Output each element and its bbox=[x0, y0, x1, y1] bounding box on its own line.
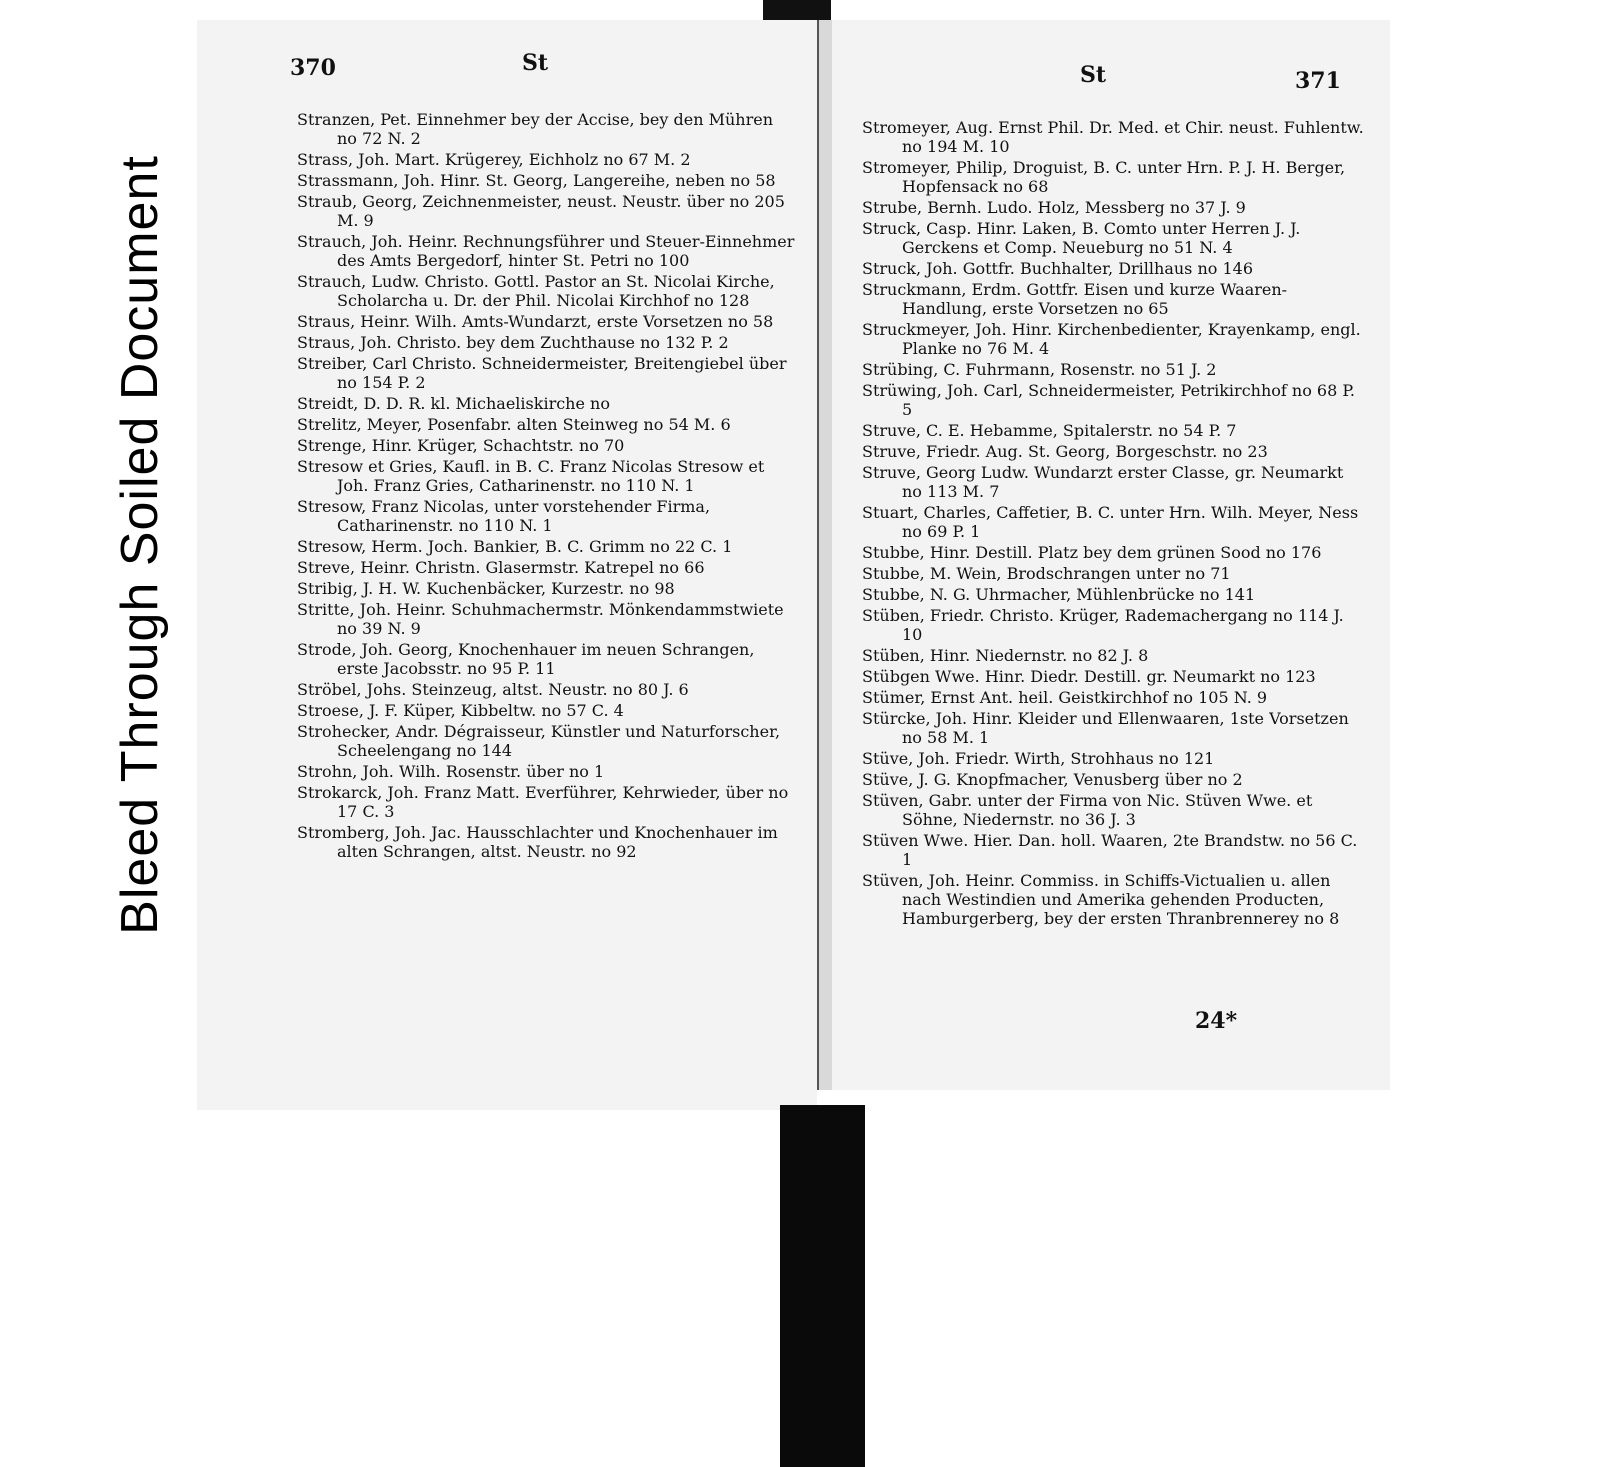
left-running-head: St bbox=[522, 50, 549, 76]
list-item: Stürcke, Joh. Hinr. Kleider und Ellenwaaren, 1ste Vorsetzen no 58 M. 1 bbox=[862, 709, 1349, 747]
list-item: Strohn, Joh. Wilh. Rosenstr. über no 1 bbox=[297, 762, 605, 781]
list-item: Streiber, Carl Christo. Schneidermeister, Breitengiebel über no 154 P. 2 bbox=[297, 354, 787, 392]
list-item: Struck, Joh. Gottfr. Buchhalter, Drillhaus no 146 bbox=[862, 259, 1254, 278]
list-item: Stüven Wwe. Hier. Dan. holl. Waaren, 2te Brandstw. no 56 C. 1 bbox=[862, 831, 1358, 869]
list-item: Strelitz, Meyer, Posenfabr. alten Steinweg no 54 M. 6 bbox=[297, 415, 731, 434]
spine-band-top bbox=[763, 0, 831, 20]
signature-mark: 24* bbox=[1195, 1008, 1238, 1034]
list-item: Stromeyer, Aug. Ernst Phil. Dr. Med. et Chir. neust. Fuhlentw. no 194 M. 10 bbox=[862, 118, 1364, 156]
list-item: Stresow et Gries, Kaufl. in B. C. Franz Nicolas Stresow et Joh. Franz Gries, Catharinenstr. no 110 N. 1 bbox=[297, 457, 765, 495]
list-item: Stromberg, Joh. Jac. Hausschlachter und Knochenhauer im alten Schrangen, altst. Neustr. no 92 bbox=[297, 823, 778, 861]
list-item: Struve, C. E. Hebamme, Spitalerstr. no 54 P. 7 bbox=[862, 421, 1237, 440]
list-item: Stresow, Franz Nicolas, unter vorstehender Firma, Catharinenstr. no 110 N. 1 bbox=[297, 497, 711, 535]
list-item: Straus, Joh. Christo. bey dem Zuchthause no 132 P. 2 bbox=[297, 333, 729, 352]
list-item: Stubbe, M. Wein, Brodschrangen unter no 71 bbox=[862, 564, 1231, 583]
list-item: Straus, Heinr. Wilh. Amts-Wundarzt, erste Vorsetzen no 58 bbox=[297, 312, 774, 331]
list-item: Struve, Georg Ludw. Wundarzt erster Classe, gr. Neumarkt no 113 M. 7 bbox=[862, 463, 1344, 501]
list-item: Stritte, Joh. Heinr. Schuhmachermstr. Mönkendammstwiete no 39 N. 9 bbox=[297, 600, 784, 638]
list-item: Struckmeyer, Joh. Hinr. Kirchenbedienter, Krayenkamp, engl. Planke no 76 M. 4 bbox=[862, 320, 1361, 358]
list-item: Stubbe, Hinr. Destill. Platz bey dem grünen Sood no 176 bbox=[862, 543, 1322, 562]
left-entry-list bbox=[297, 110, 797, 863]
list-item: Stribig, J. H. W. Kuchenbäcker, Kurzestr. no 98 bbox=[297, 579, 675, 598]
list-item: Strassmann, Joh. Hinr. St. Georg, Langereihe, neben no 58 bbox=[297, 171, 776, 190]
condition-stamp bbox=[105, 40, 175, 1050]
list-item: Stüve, J. G. Knopfmacher, Venusberg über no 2 bbox=[862, 770, 1243, 789]
list-item: Strube, Bernh. Ludo. Holz, Messberg no 37 J. 9 bbox=[862, 198, 1246, 217]
right-page-number: 371 bbox=[1295, 68, 1341, 94]
list-item: Stromeyer, Philip, Droguist, B. C. unter Hrn. P. J. H. Berger, Hopfensack no 68 bbox=[862, 158, 1346, 196]
list-item: Straub, Georg, Zeichnenmeister, neust. Neustr. über no 205 M. 9 bbox=[297, 192, 785, 230]
list-item: Strenge, Hinr. Krüger, Schachtstr. no 70 bbox=[297, 436, 625, 455]
list-item: Stübgen Wwe. Hinr. Diedr. Destill. gr. Neumarkt no 123 bbox=[862, 667, 1316, 686]
list-item: Ströbel, Johs. Steinzeug, altst. Neustr. no 80 J. 6 bbox=[297, 680, 689, 699]
right-running-head: St bbox=[1080, 62, 1107, 88]
condition-stamp-text: Bleed Through Soiled Document bbox=[111, 155, 169, 935]
list-item: Strübing, C. Fuhrmann, Rosenstr. no 51 J. 2 bbox=[862, 360, 1217, 379]
list-item: Struve, Friedr. Aug. St. Georg, Borgeschstr. no 23 bbox=[862, 442, 1268, 461]
list-item: Strüwing, Joh. Carl, Schneidermeister, Petrikirchhof no 68 P. 5 bbox=[862, 381, 1355, 419]
list-item: Struck, Casp. Hinr. Laken, B. Comto unter Herren J. J. Gerckens et Comp. Neueburg no 51 N. 4 bbox=[862, 219, 1301, 257]
list-item: Stresow, Herm. Joch. Bankier, B. C. Grimm no 22 C. 1 bbox=[297, 537, 733, 556]
spine-band-bottom bbox=[780, 1105, 865, 1467]
list-item: Strass, Joh. Mart. Krügerey, Eichholz no 67 M. 2 bbox=[297, 150, 691, 169]
list-item: Strauch, Ludw. Christo. Gottl. Pastor an St. Nicolai Kirche, Scholarcha u. Dr. der Phil. Nicolai Kirchhof no 128 bbox=[297, 272, 775, 310]
list-item: Stubbe, N. G. Uhrmacher, Mühlenbrücke no 141 bbox=[862, 585, 1256, 604]
list-item: Strohecker, Andr. Dégraisseur, Künstler und Naturforscher, Scheelengang no 144 bbox=[297, 722, 781, 760]
list-item: Stümer, Ernst Ant. heil. Geistkirchhof no 105 N. 9 bbox=[862, 688, 1268, 707]
list-item: Stüben, Friedr. Christo. Krüger, Rademachergang no 114 J. 10 bbox=[862, 606, 1344, 644]
list-item: Strode, Joh. Georg, Knochenhauer im neuen Schrangen, erste Jacobsstr. no 95 P. 11 bbox=[297, 640, 755, 678]
list-item: Stroese, J. F. Küper, Kibbeltw. no 57 C. 4 bbox=[297, 701, 624, 720]
left-page-number: 370 bbox=[290, 55, 336, 81]
list-item: Stuart, Charles, Caffetier, B. C. unter Hrn. Wilh. Meyer, Ness no 69 P. 1 bbox=[862, 503, 1359, 541]
list-item: Strokarck, Joh. Franz Matt. Everführer, Kehrwieder, über no 17 C. 3 bbox=[297, 783, 789, 821]
list-item: Stüben, Hinr. Niedernstr. no 82 J. 8 bbox=[862, 646, 1149, 665]
book-gutter bbox=[817, 20, 832, 1090]
list-item: Streidt, D. D. R. kl. Michaeliskirche no bbox=[297, 394, 610, 413]
list-item: Stüven, Joh. Heinr. Commiss. in Schiffs-Victualien u. allen nach Westindien und Amerika gehenden Producten, Hamburgerberg, bey der ersten Thranbrennerey no 8 bbox=[862, 871, 1340, 928]
right-entry-list bbox=[862, 118, 1367, 930]
list-item: Stüven, Gabr. unter der Firma von Nic. Stüven Wwe. et Söhne, Niedernstr. no 36 J. 3 bbox=[862, 791, 1313, 829]
list-item: Stranzen, Pet. Einnehmer bey der Accise, bey den Mühren no 72 N. 2 bbox=[297, 110, 774, 148]
list-item: Stüve, Joh. Friedr. Wirth, Strohhaus no 121 bbox=[862, 749, 1215, 768]
list-item: Streve, Heinr. Christn. Glasermstr. Katrepel no 66 bbox=[297, 558, 705, 577]
list-item: Strauch, Joh. Heinr. Rechnungsführer und Steuer-Einnehmer des Amts Bergedorf, hinter St. Petri no 100 bbox=[297, 232, 795, 270]
list-item: Struckmann, Erdm. Gottfr. Eisen und kurze Waaren-Handlung, erste Vorsetzen no 65 bbox=[862, 280, 1288, 318]
